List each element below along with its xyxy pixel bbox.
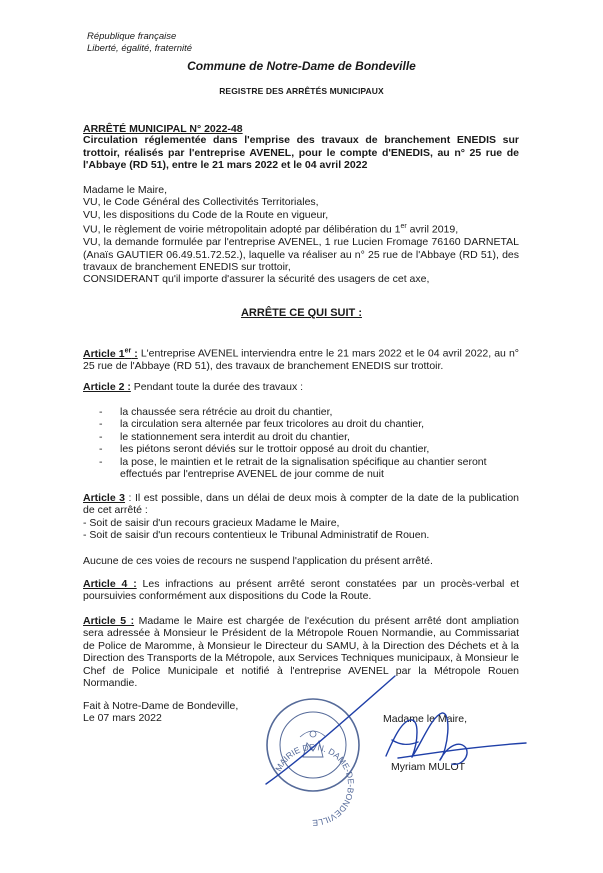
stamp-ring-text: MAIRIE DE N. DAME-DE-BONDEVILLE xyxy=(273,741,357,829)
article-3-text: : Il est possible, dans un délai de deux mois à compter de la date de la publication de cet arrêté : xyxy=(83,492,519,517)
arrete-number: ARRÊTÉ MUNICIPAL N° 2022-48 xyxy=(83,123,243,135)
visa-demande: VU, la demande formulée par l'entreprise AVENEL, 1 rue Lucien Fromage 76160 DARNETAL (Anaïs GAUTIER 06.49.51.72.52.), laquelle va réaliser au n° 25 rue de l'Abbaye (RD 51), des travaux de branchement ENEDIS sur trottoir, xyxy=(83,236,519,273)
arrete-subject: Circulation réglementée dans l'emprise des travaux de branchement ENEDIS sur trottoir, réalisés par l'entreprise AVENEL, pour le compte d'ENEDIS, au n° 25 rue de l'Abbaye (RD 51), entre le 21 mars 2022 et le 04 avril 2022 xyxy=(83,134,519,171)
commune-title: Commune de Notre-Dame de Bondeville xyxy=(187,59,416,73)
motto: Liberté, égalité, fraternité xyxy=(87,43,193,54)
article-5-label: Article 5 : xyxy=(83,615,135,627)
mayor-title: Madame le Maire, xyxy=(383,713,468,725)
visa-cgct: VU, le Code Général des Collectivités Territoriales, xyxy=(83,196,319,209)
mayor-name: Myriam MULOT xyxy=(391,761,466,773)
article-1-label: Article 1er : xyxy=(83,347,138,360)
list-item: - les piétons seront déviés sur le trottoir opposé au droit du chantier, xyxy=(99,443,519,455)
recours-contentieux: - Soit de saisir d'un recours contentieux le Tribunal Administratif de Rouen. xyxy=(83,529,430,542)
list-item: - la circulation sera alternée par feux tricolores au droit du chantier, xyxy=(99,418,519,430)
list-item: - le stationnement sera interdit au droit du chantier, xyxy=(99,431,519,443)
signature xyxy=(266,676,526,784)
visa-reglement-sup: er xyxy=(400,223,407,231)
list-item: - la pose, le maintien et le retrait de la signalisation spécifique au chantier seront effectués par l'entreprise AVENEL de jour comme de nuit xyxy=(99,456,519,481)
article-4-label: Article 4 : xyxy=(83,578,137,590)
list-item: - la chaussée sera rétrécie au droit du chantier, xyxy=(99,406,519,418)
salutation: Madame le Maire, xyxy=(83,184,168,196)
considerant: CONSIDERANT qu'il importe d'assurer la sécurité des usagers de cet axe, xyxy=(83,273,430,286)
closing-date: Le 07 mars 2022 xyxy=(83,712,162,725)
article-5-text: Madame le Maire est chargée de l'exécution du présent arrêté dont ampliation sera adressée à Monsieur le Président de la Métropole Rouen Normandie, au Commissariat de Police de Maromme, à Monsieur le Directeur du SAMU, à la Direction des Déchets et à la Direction des Transports de la Métropole, aux Services Techniques municipaux, à Monsieur le Chef de Police Municipale et notifié à l'entreprise AVENEL par la Métropole Rouen Normandie. xyxy=(83,615,519,690)
republic-label: République française xyxy=(87,31,177,42)
closing-place: Fait à Notre-Dame de Bondeville, xyxy=(83,700,239,712)
visa-reglement-text: VU, le règlement de voirie métropolitain adopté par délibération du 1 xyxy=(83,223,401,236)
recours-gracieux: - Soit de saisir d'un recours gracieux Madame le Maire, xyxy=(83,516,340,529)
mairie-stamp xyxy=(267,699,359,828)
article-1-text: L'entreprise AVENEL interviendra entre le 21 mars 2022 et le 04 avril 2022, au n° 25 rue de l'Abbaye (RD 51), des travaux de branchement ENEDIS sur trottoir. xyxy=(83,347,519,372)
visa-reglement-text-end: avril 2019, xyxy=(406,223,459,236)
article-2-text: Pendant toute la durée des travaux : xyxy=(130,381,304,393)
article-2-label: Article 2 : xyxy=(83,381,131,393)
registre-title: REGISTRE DES ARRÊTÉS MUNICIPAUX xyxy=(219,86,384,96)
recours-note: Aucune de ces voies de recours ne suspend l'application du présent arrêté. xyxy=(83,555,433,567)
article-4-text: Les infractions au présent arrêté seront constatées par un procès-verbal et poursuivies conformément aux dispositions du Code la Route. xyxy=(83,578,519,603)
decision-title: ARRÊTE CE QUI SUIT : xyxy=(240,307,362,319)
article-3-label: Article 3 xyxy=(83,492,126,504)
visa-code-route: VU, les dispositions du Code de la Route en vigueur, xyxy=(83,208,329,221)
